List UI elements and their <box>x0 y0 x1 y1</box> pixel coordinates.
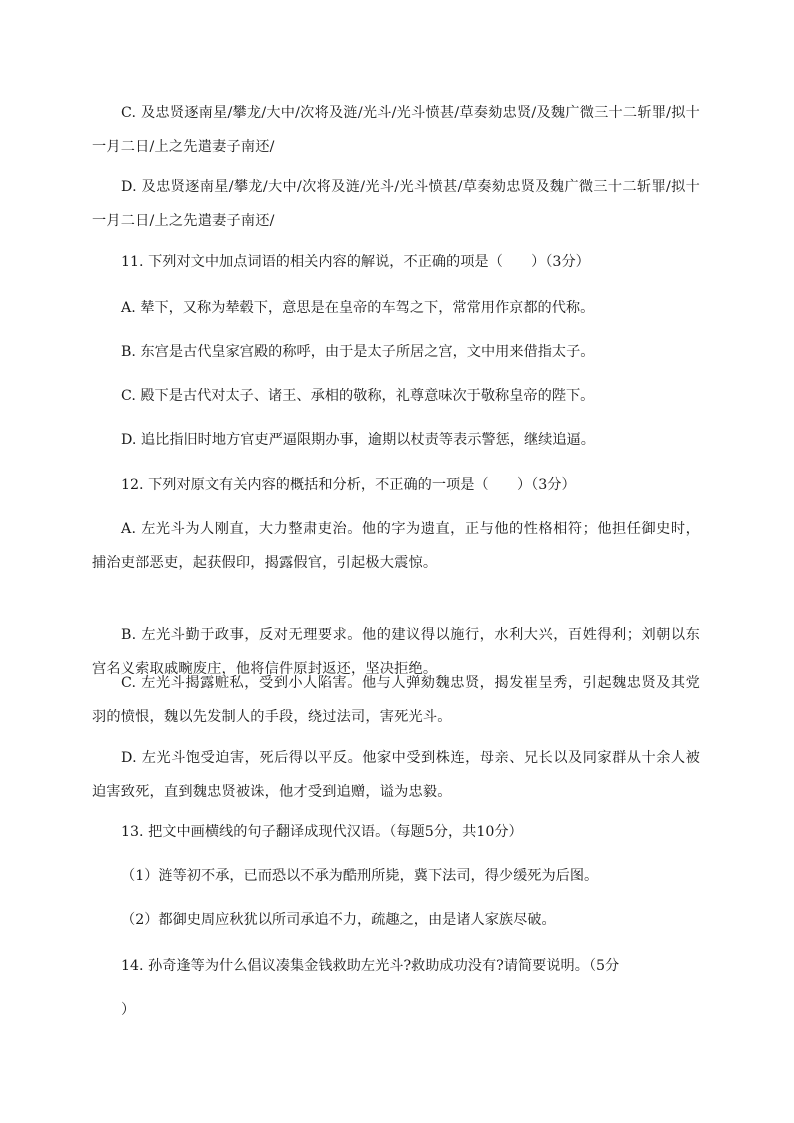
q11-stem: 11. 下列对文中加点词语的相关内容的解说，不正确的项是（ ）（3分） <box>121 254 590 270</box>
q12-option-c: C. 左光斗揭露赃私，受到小人陷害。他与人弹劾魏忠贤，揭发崔呈秀，引起魏忠贤及其党羽的愤恨，魏以先发制人的手段，绕过法司，害死光斗。 <box>92 675 700 725</box>
q12-option-b: B. 左光斗勤于政事，反对无理要求。他的建议得以施行，水利大兴，百姓得利；刘朝以东宫名义索取戚畹废庄，他将信件原封返还，坚决拒绝。 <box>92 627 700 677</box>
q12-stem: 12. 下列对原文有关内容的概括和分析，不正确的一项是（ ）（3分） <box>121 477 576 493</box>
q11-option-b: B. 东宫是古代皇家宫殿的称呼，由于是太子所居之宫，文中用来借指太子。 <box>121 344 595 360</box>
q12-option-d: D. 左光斗饱受迫害，死后得以平反。他家中受到株连，母亲、兄长以及同家群从十余人被迫害致死，直到魏忠贤被诛，他才受到追赠，谥为忠毅。 <box>92 750 700 800</box>
q12-option-a: A. 左光斗为人刚直，大力整肃吏治。他的字为遗直，正与他的性格相符；他担任御史时，捕治吏部恶吏，起获假印，揭露假官，引起极大震惊。 <box>92 521 700 571</box>
q14-stem: 14. 孙奇逢等为什么倡议凑集金钱救助左光斗?救助成功没有?请简要说明。（5分 <box>121 958 620 974</box>
q10-option-d: D. 及忠贤逐南星/攀龙/大中/次将及涟/光斗/光斗愤甚/草奏劾忠贤及魏广微三十二斩罪/拟十一月二日/上之先遣妻子南还/ <box>92 179 700 229</box>
q11-option-a: A. 辇下，又称为辇毂下，意思是在皇帝的车驾之下，常常用作京都的代称。 <box>121 300 595 316</box>
q13-stem: 13. 把文中画横线的句子翻译成现代汉语。（每题5分，共10分） <box>121 824 523 840</box>
q11-option-d: D. 追比指旧时地方官吏严逼限期办事，逾期以杖责等表示警惩，继续追逼。 <box>121 432 595 448</box>
q13-sentence-2: （2）都御史周应秋犹以所司承追不力，疏趣之，由是诸人家族尽破。 <box>121 912 556 928</box>
q10-option-c: C. 及忠贤逐南星/攀龙/大中/次将及涟/光斗/光斗愤甚/草奏劾忠贤/及魏广微三十二斩罪/拟十一月二日/上之先遣妻子南还/ <box>92 105 700 155</box>
q13-sentence-1: （1）涟等初不承，已而恐以不承为酷刑所毙，冀下法司，得少缓死为后图。 <box>121 868 599 884</box>
q11-option-c: C. 殿下是古代对太子、诸王、承相的敬称，礼尊意味次于敬称皇帝的陛下。 <box>121 388 595 404</box>
q14-stem-tail: ） <box>121 1002 136 1018</box>
